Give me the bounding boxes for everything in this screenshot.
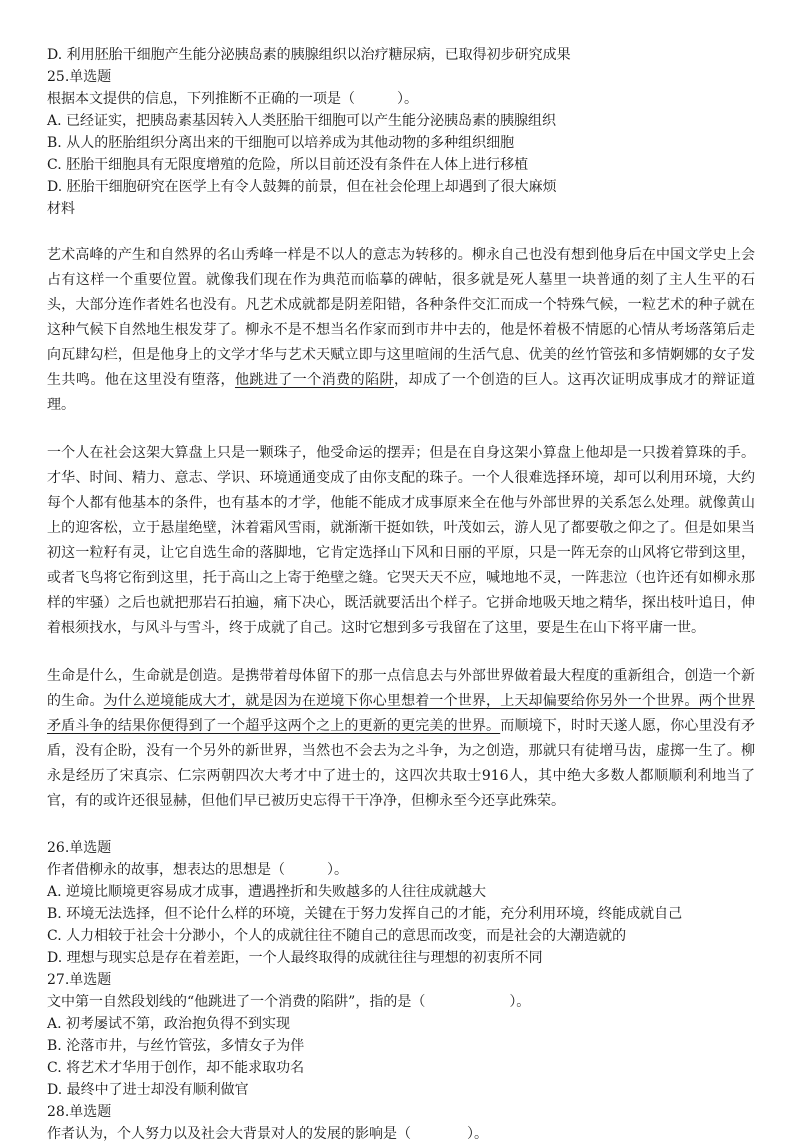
passage-paragraph-3: 生命是什么，生命就是创造。是携带着母体留下的那一点信息去与外部世界做着最大程度的重新组合，创造一个新的生命。为什么逆境能成大才，就是因为在逆境下你心里想着一个世界，上天却偏要给你另外一个世界。两个世界矛盾斗争的结果你便得到了一个超乎这两个之上的更新的更完美的世界。而顺境下，时时天遂人愿，你心里没有矛盾，没有企盼，没有一个另外的新世界，当然也不会去为之斗争，为之创造，那就只有徒增马齿，虚掷一生了。柳永是经历了宋真宗、仁宗两朝四次大考才中了进士的，这四次共取士916人，其中绝大多数人都顺顺利利地当了官，有的或许还很显赫，但他们早已被历史忘得干干净净，但柳永至今还享此殊荣。 bbox=[47, 668, 756, 809]
q26-header: 26.单选题 bbox=[47, 840, 112, 856]
underlined-passage-2: 为什么逆境能成大才，就是因为在逆境下你心里想着一个世界，上天却偏要给你另外一个世界。两个世界矛盾斗争的结果你便得到了一个超乎这两个之上的更新的更完美的世界。 bbox=[47, 693, 756, 734]
document-page bbox=[47, 44, 755, 1145]
q28-stem: 作者认为，个人努力以及社会大背景对人的发展的影响是（ ）。 bbox=[47, 1126, 488, 1142]
q26-stem: 作者借柳永的故事，想表达的思想是（ ）。 bbox=[47, 862, 348, 878]
passage-paragraph-1: 艺术高峰的产生和自然界的名山秀峰一样是不以人的意志为转移的。柳永自己也没有想到他身后在中国文学史上会占有这样一个重要位置。就像我们现在作为典范而临摹的碑帖，很多就是死人墓里一块普通的刻了主人生平的石头，大部分连作者姓名也没有。凡艺术成就都是阴差阳错，各种条件交汇而成一个特殊气候，一粒艺术的种子就在这种气候下自然地生根发芽了。柳永不是不想当名作家而到市井中去的，他是怀着极不情愿的心情从考场落第后走向瓦肆勾栏，但是他身上的文学才华与艺术天赋立即与这里喧闹的生活气息、优美的丝竹管弦和多情婀娜的女子发生共鸣。他在这里没有堕落，他跳进了一个消费的陷阱，却成了一个创造的巨人。这再次证明成事成才的辩证道理。 bbox=[47, 247, 756, 413]
q26-option-d[interactable]: D. 理想与现实总是存在着差距，一个人最终取得的成就往往与理想的初衷所不同 bbox=[47, 950, 543, 966]
q26-option-b[interactable]: B. 环境无法选择，但不论什么样的环境，关键在于努力发挥自己的才能，充分利用环境，终能成就自己 bbox=[47, 906, 683, 922]
q27-option-a[interactable]: A. 初考屡试不第，政治抱负得不到实现 bbox=[47, 1016, 291, 1032]
q27-header: 27.单选题 bbox=[47, 972, 112, 988]
q25-option-b[interactable]: B. 从人的胚胎组织分离出来的干细胞可以培养成为其他动物的多种组织细胞 bbox=[47, 135, 515, 151]
underlined-phrase-1: 他跳进了一个消费的陷阱 bbox=[234, 372, 395, 388]
q28-header: 28.单选题 bbox=[47, 1104, 112, 1120]
q25-option-a[interactable]: A. 已经证实，把胰岛素基因转入人类胚胎干细胞可以产生能分泌胰岛素的胰腺组织 bbox=[47, 113, 557, 129]
q26-option-c[interactable]: C. 人力相较于社会十分渺小，个人的成就往往不随自己的意思而改变，而是社会的大潮造就的 bbox=[47, 928, 627, 944]
q27-option-b[interactable]: B. 沦落市井，与丝竹管弦，多情女子为伴 bbox=[47, 1038, 305, 1054]
q25-option-c[interactable]: C. 胚胎干细胞具有无限度增殖的危险，所以目前还没有条件在人体上进行移植 bbox=[47, 157, 529, 173]
q25-option-d[interactable]: D. 胚胎干细胞研究在医学上有令人鼓舞的前景，但在社会伦理上却遇到了很大麻烦 bbox=[47, 179, 557, 195]
q27-option-d[interactable]: D. 最终中了进士却没有顺利做官 bbox=[47, 1082, 249, 1098]
q27-stem: 文中第一自然段划线的“他跳进了一个消费的陷阱”，指的是（ ）。 bbox=[47, 994, 531, 1010]
q25-header: 25.单选题 bbox=[47, 69, 112, 85]
passage-paragraph-2: 一个人在社会这架大算盘上只是一颗珠子，他受命运的摆弄；但是在自身这架小算盘上他却是一只拨着算珠的手。才华、时间、精力、意志、学识、环境通通变成了由你支配的珠子。一个人很难选择环境，却可以利用环境，大约每个人都有他基本的条件，也有基本的才学，他能不能成才成事原来全在他与外部世界的关系怎么处理。就像黄山上的迎客松，立于悬崖绝壁，沐着霜风雪雨，就渐渐干挺如铁，叶茂如云，游人见了都要敬之仰之了。但是如果当初这一粒籽有灵，让它自选生命的落脚地，它肯定选择山下风和日丽的平原，只是一阵无奈的山风将它带到这里，或者飞鸟将它衔到这里，托于高山之上寄于绝壁之缝。它哭天天不应，喊地地不灵，一阵悲泣（也许还有如柳永那样的牢骚）之后也就把那岩石拍遍，痛下决心，既活就要活出个样子。它拼命地吸天地之精华，探出枝叶追日，伸着根须找水，与风斗与雪斗，终于成就了自己。这时它想到多亏我留在了这里，要是生在山下将平庸一世。 bbox=[47, 445, 755, 636]
material-label: 材料 bbox=[47, 201, 75, 217]
q27-option-c[interactable]: C. 将艺术才华用于创作，却不能求取功名 bbox=[47, 1060, 305, 1076]
q26-option-a[interactable]: A. 逆境比顺境更容易成才成事，遭遇挫折和失败越多的人往往成就越大 bbox=[47, 884, 487, 900]
q25-stem: 根据本文提供的信息，下列推断不正确的一项是（ ）。 bbox=[47, 91, 418, 107]
q24-option-d: D. 利用胚胎干细胞产生能分泌胰岛素的胰腺组织以治疗糖尿病，已取得初步研究成果 bbox=[47, 47, 571, 63]
